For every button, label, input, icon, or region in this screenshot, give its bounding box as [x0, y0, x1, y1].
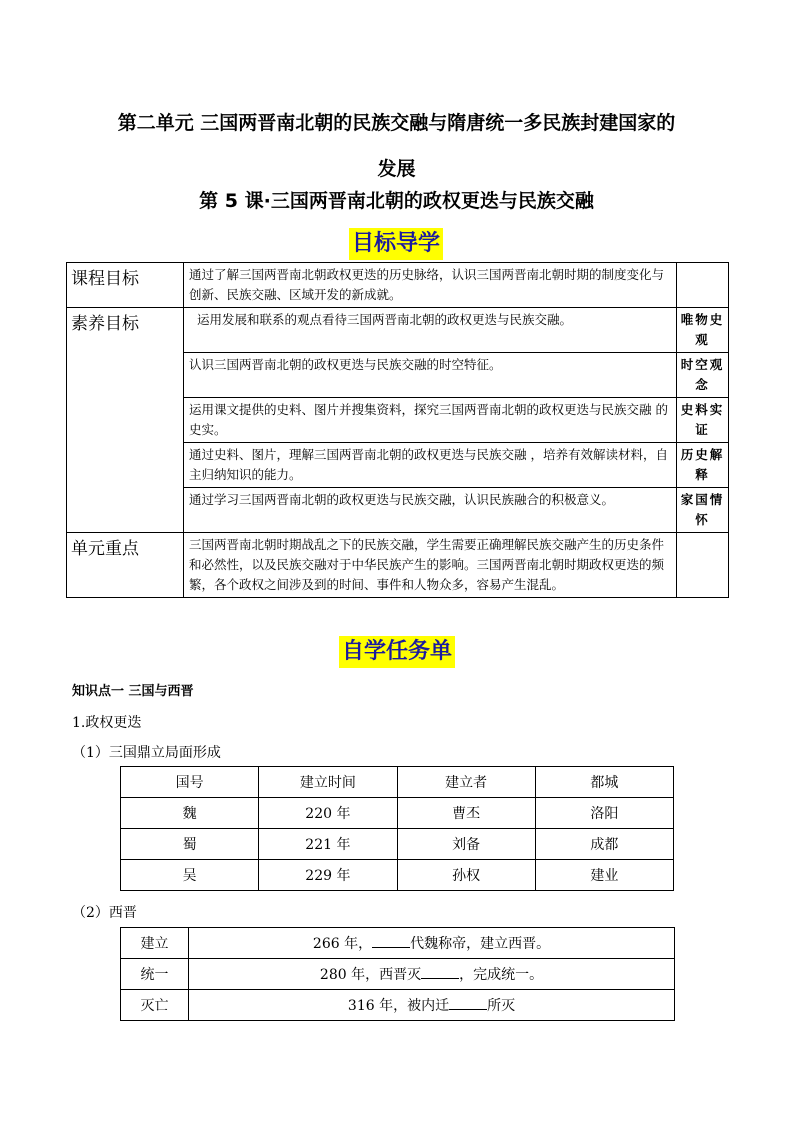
table-cell: 吴	[121, 860, 259, 891]
western-jin-table	[120, 927, 675, 1021]
unit-title	[66, 100, 727, 192]
table-cell: 洛阳	[535, 798, 673, 829]
table-row	[121, 829, 674, 860]
cell-text: 266 年，	[312, 936, 373, 952]
key-point-text: 三国两晋南北朝时期战乱之下的民族交融，学生需要正确理解民族交融产生的历史条件和必然性，以及民族交融对于中华民族产生的影响。三国两晋南北朝时期政权更迭的频繁，各个政权之间涉及到的时间、事件和人物众多，容易产生混乱。	[184, 533, 677, 598]
table-row	[121, 959, 675, 990]
course-goal-text: 通过了解三国两晋南北朝政权更迭的历史脉络，认识三国两晋南北朝时期的制度变化与创新、民族交融、区域开发的新成就。	[184, 263, 677, 308]
key-point-row	[67, 533, 729, 598]
knowledge-point-heading: 知识点一 三国与西晋	[72, 684, 194, 699]
literacy-text: 通过史料、图片，理解三国两晋南北朝的政权更迭与民族交融 ，培养有效解读材料，自主归纳知识的能力。	[184, 443, 677, 488]
column-header: 国号	[121, 767, 259, 798]
literacy-text: 运用课文提供的史料、图片并搜集资料，探究三国两晋南北朝的政权更迭与民族交融 的史实。	[184, 398, 677, 443]
literacy-text: 认识三国两晋南北朝的政权更迭与民族交融的时空特征。	[184, 353, 677, 398]
table-row	[121, 928, 675, 959]
literacy-text: 通过学习三国两晋南北朝的政权更迭与民族交融，认识民族融合的积极意义。	[184, 488, 677, 533]
cell-text: ，完成统一。	[459, 967, 544, 983]
three-kingdoms-table	[120, 766, 674, 891]
column-header: 都城	[535, 767, 673, 798]
literacy-tag: 唯物史观	[677, 308, 729, 353]
row-label: 灭亡	[121, 990, 189, 1021]
table-cell: 刘备	[397, 829, 535, 860]
cell-text: 所灭	[487, 998, 516, 1014]
table-cell: 成都	[535, 829, 673, 860]
subsection-heading: （2）西晋	[72, 905, 137, 921]
goals-table	[66, 262, 729, 598]
literacy-goal-label: 素养目标	[67, 308, 184, 533]
cell-text: 280 年，西晋灭	[319, 967, 422, 983]
fill-in-cell	[189, 990, 675, 1021]
column-header: 建立时间	[259, 767, 397, 798]
unit-title-line2: 发展	[377, 158, 416, 180]
row-label: 统一	[121, 959, 189, 990]
answer-blank[interactable]	[372, 933, 410, 948]
cell-text: 代魏称帝，建立西晋。	[410, 936, 551, 952]
course-goal-tag	[677, 263, 729, 308]
table-cell: 魏	[121, 798, 259, 829]
literacy-tag: 历史解释	[677, 443, 729, 488]
table-cell: 建业	[535, 860, 673, 891]
table-cell: 曹丕	[397, 798, 535, 829]
table-row	[121, 798, 674, 829]
lesson-title: 第 5 课·三国两晋南北朝的政权更迭与民族交融	[199, 190, 594, 212]
fill-in-cell	[189, 959, 675, 990]
table-cell: 蜀	[121, 829, 259, 860]
table-cell: 孙权	[397, 860, 535, 891]
literacy-tag: 史料实证	[677, 398, 729, 443]
column-header: 建立者	[397, 767, 535, 798]
unit-title-line1: 第二单元 三国两晋南北朝的民族交融与隋唐统一多民族封建国家的	[117, 112, 676, 134]
literacy-text: 运用发展和联系的观点看待三国两晋南北朝的政权更迭与民族交融。	[184, 308, 677, 353]
table-row	[121, 860, 674, 891]
answer-blank[interactable]	[421, 964, 459, 979]
table-cell: 221 年	[259, 829, 397, 860]
table-cell: 229 年	[259, 860, 397, 891]
key-point-label: 单元重点	[67, 533, 184, 598]
subsection-heading: （1）三国鼎立局面形成	[72, 745, 221, 761]
table-header-row	[121, 767, 674, 798]
cell-text: 316 年，被内迁	[347, 998, 450, 1014]
answer-blank[interactable]	[449, 995, 487, 1010]
course-goal-row	[67, 263, 729, 308]
course-goal-label: 课程目标	[67, 263, 184, 308]
literacy-row	[67, 308, 729, 353]
table-row	[121, 990, 675, 1021]
tasks-banner: 自学任务单	[339, 636, 455, 668]
section-heading: 1.政权更迭	[72, 715, 142, 731]
fill-in-cell	[189, 928, 675, 959]
key-point-tag	[677, 533, 729, 598]
table-cell: 220 年	[259, 798, 397, 829]
literacy-tag: 时空观念	[677, 353, 729, 398]
goals-banner: 目标导学	[349, 228, 443, 260]
row-label: 建立	[121, 928, 189, 959]
literacy-tag: 家国情怀	[677, 488, 729, 533]
